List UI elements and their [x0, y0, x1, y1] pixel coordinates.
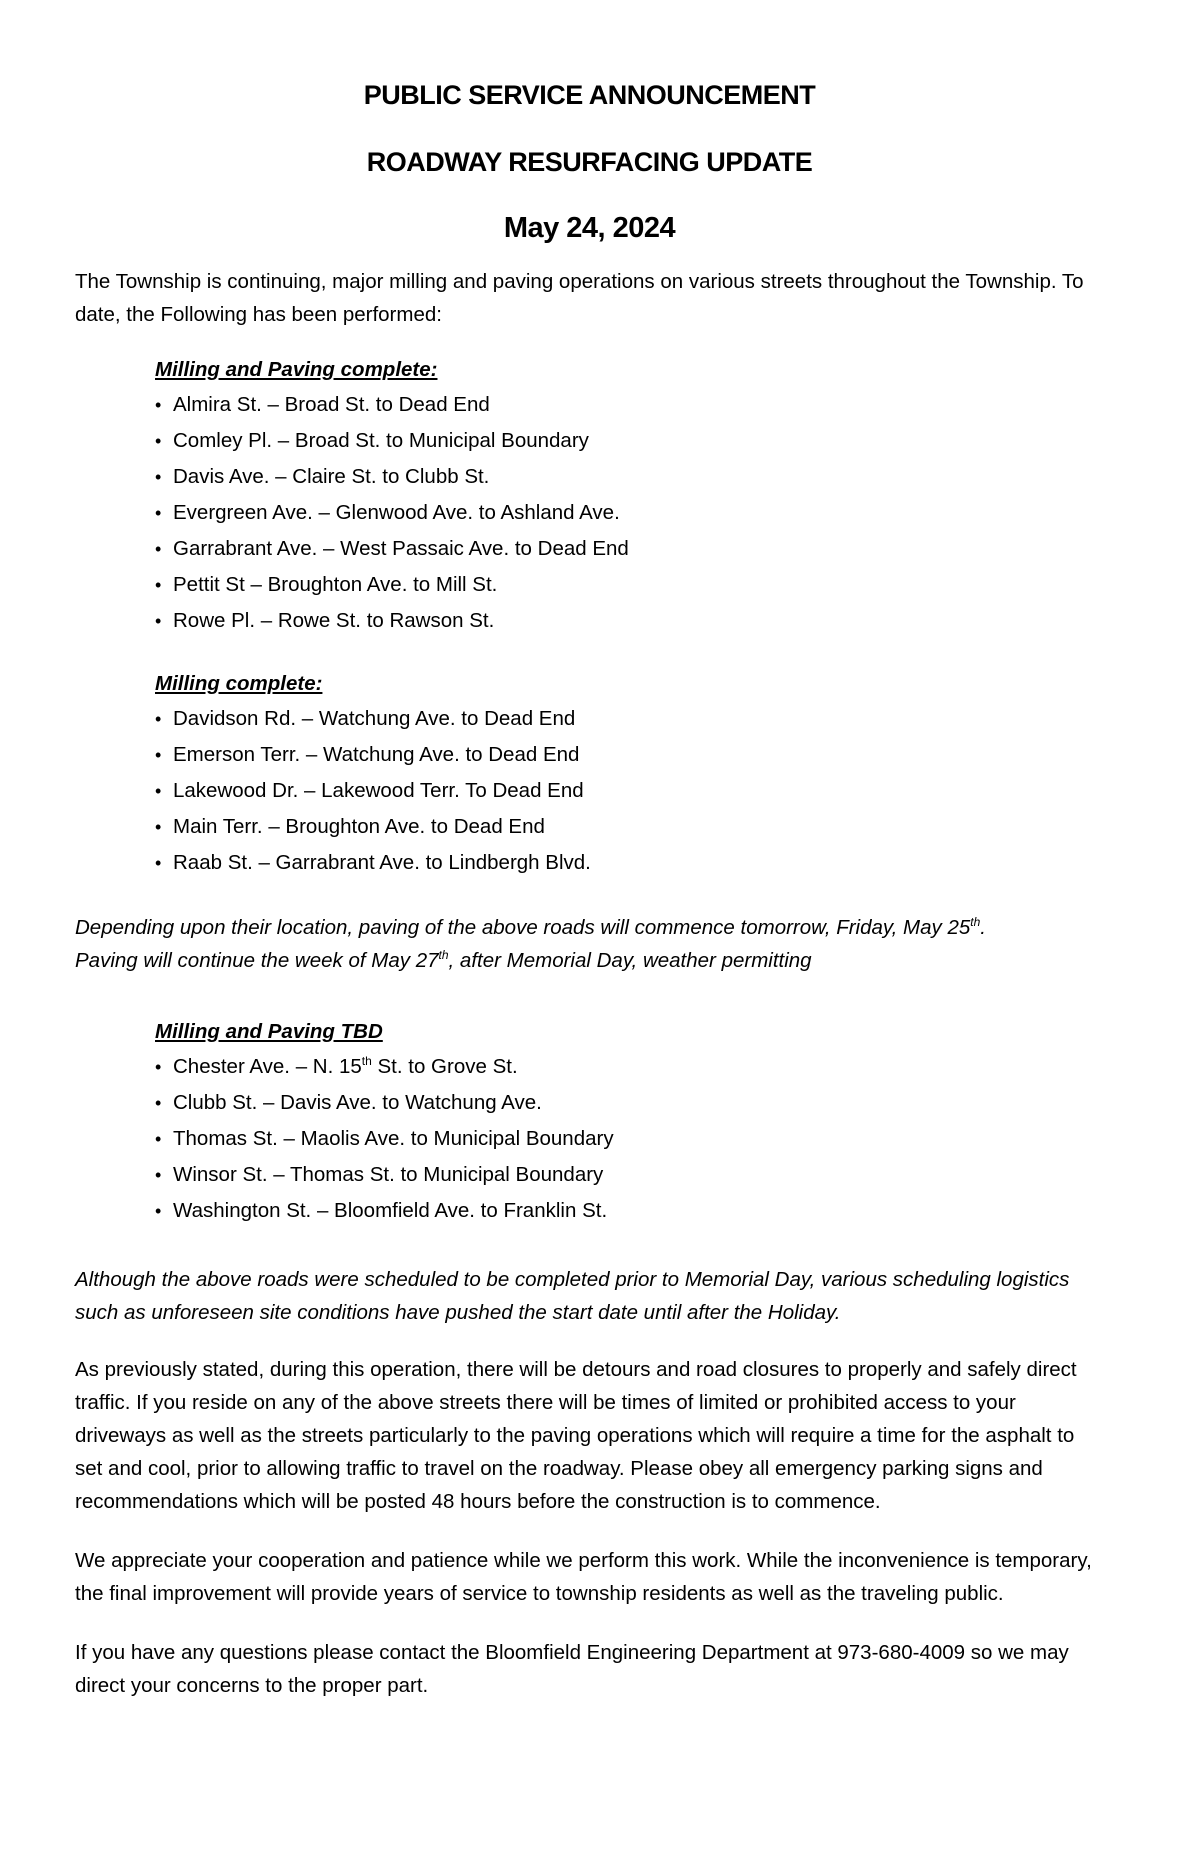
list-item: • Thomas St. – Maolis Ave. to Municipal Boundary — [155, 1121, 1104, 1157]
list-item: • Almira St. – Broad St. to Dead End — [155, 387, 1104, 423]
street-list — [155, 387, 1104, 639]
section-milling-paving-complete — [155, 355, 1104, 639]
list-item: • Pettit St – Broughton Ave. to Mill St. — [155, 567, 1104, 603]
bullet-icon: • — [155, 1093, 162, 1113]
list-item: • Davis Ave. – Claire St. to Clubb St. — [155, 459, 1104, 495]
list-item: • Garrabrant Ave. – West Passaic Ave. to Dead End — [155, 531, 1104, 567]
intro-paragraph: The Township is continuing, major milling and paving operations on various streets throughout the Township. To date, the Following has been performed: — [75, 270, 1084, 326]
announcement-subtitle: ROADWAY RESURFACING UPDATE — [366, 147, 813, 177]
list-item: • Comley Pl. – Broad St. to Municipal Boundary — [155, 423, 1104, 459]
bullet-icon: • — [155, 817, 162, 837]
announcement-date: May 24, 2024 — [503, 212, 676, 244]
bullet-icon: • — [155, 539, 162, 559]
contact-paragraph: If you have any questions please contact the Bloomfield Engineering Department at 973-680-4009 so we may direct your concerns to the proper part. — [75, 1641, 1069, 1697]
section-milling-complete — [155, 669, 1104, 881]
bullet-icon: • — [155, 1165, 162, 1185]
detour-paragraph: As previously stated, during this operation, there will be detours and road closures to properly and safely direct traffic. If you reside on any of the above streets there will be times of limited or prohibited access to your driveways as well as the streets particularly to the paving operations which will require a time for the asphalt to set and cool, prior to allowing traffic to travel on the roadway. Please obey all emergency parking signs and recommendations which will be posted 48 hours before the construction is to commence. — [75, 1358, 1077, 1513]
bullet-icon: • — [155, 1201, 162, 1221]
section-heading: Milling and Paving TBD — [155, 1020, 383, 1043]
bullet-icon: • — [155, 781, 162, 801]
section-heading: Milling complete: — [155, 672, 323, 695]
bullet-icon: • — [155, 431, 162, 451]
bullet-icon: • — [155, 709, 162, 729]
bullet-icon: • — [155, 611, 162, 631]
bullet-icon: • — [155, 503, 162, 523]
list-item: • Lakewood Dr. – Lakewood Terr. To Dead End — [155, 773, 1104, 809]
bullet-icon: • — [155, 467, 162, 487]
bullet-icon: • — [155, 745, 162, 765]
bullet-icon: • — [155, 1129, 162, 1149]
bullet-icon: • — [155, 575, 162, 595]
list-item: • Winsor St. – Thomas St. to Municipal Boundary — [155, 1157, 1104, 1193]
schedule-note: Although the above roads were scheduled to be completed prior to Memorial Day, various scheduling logistics such as unforeseen site conditions have pushed the start date until after the Holiday. — [75, 1268, 1070, 1324]
section-heading: Milling and Paving complete: — [155, 358, 438, 381]
list-item: • Main Terr. – Broughton Ave. to Dead End — [155, 809, 1104, 845]
appreciation-paragraph: We appreciate your cooperation and patience while we perform this work. While the inconvenience is temporary, the final improvement will provide years of service to township residents as well as the traveling public. — [75, 1549, 1092, 1605]
bullet-icon: • — [155, 1057, 162, 1077]
paving-note: Depending upon their location, paving of the above roads will commence tomorrow, Friday, May 25th. Paving will continue the week of May 27th, after Memorial Day, weather permitting — [75, 915, 986, 972]
list-item: • Washington St. – Bloomfield Ave. to Franklin St. — [155, 1193, 1104, 1229]
section-milling-paving-tbd — [155, 1017, 1104, 1229]
bullet-icon: • — [155, 395, 162, 415]
list-item: • Raab St. – Garrabrant Ave. to Lindbergh Blvd. — [155, 845, 1104, 881]
list-item: • Davidson Rd. – Watchung Ave. to Dead End — [155, 701, 1104, 737]
list-item: • Clubb St. – Davis Ave. to Watchung Ave. — [155, 1085, 1104, 1121]
list-item: • Chester Ave. – N. 15th St. to Grove St. — [155, 1049, 1104, 1085]
street-list — [155, 701, 1104, 881]
announcement-title: PUBLIC SERVICE ANNOUNCEMENT — [363, 80, 816, 110]
list-item: • Rowe Pl. – Rowe St. to Rawson St. — [155, 603, 1104, 639]
bullet-icon: • — [155, 853, 162, 873]
list-item: • Evergreen Ave. – Glenwood Ave. to Ashland Ave. — [155, 495, 1104, 531]
street-list — [155, 1049, 1104, 1229]
list-item: • Emerson Terr. – Watchung Ave. to Dead End — [155, 737, 1104, 773]
